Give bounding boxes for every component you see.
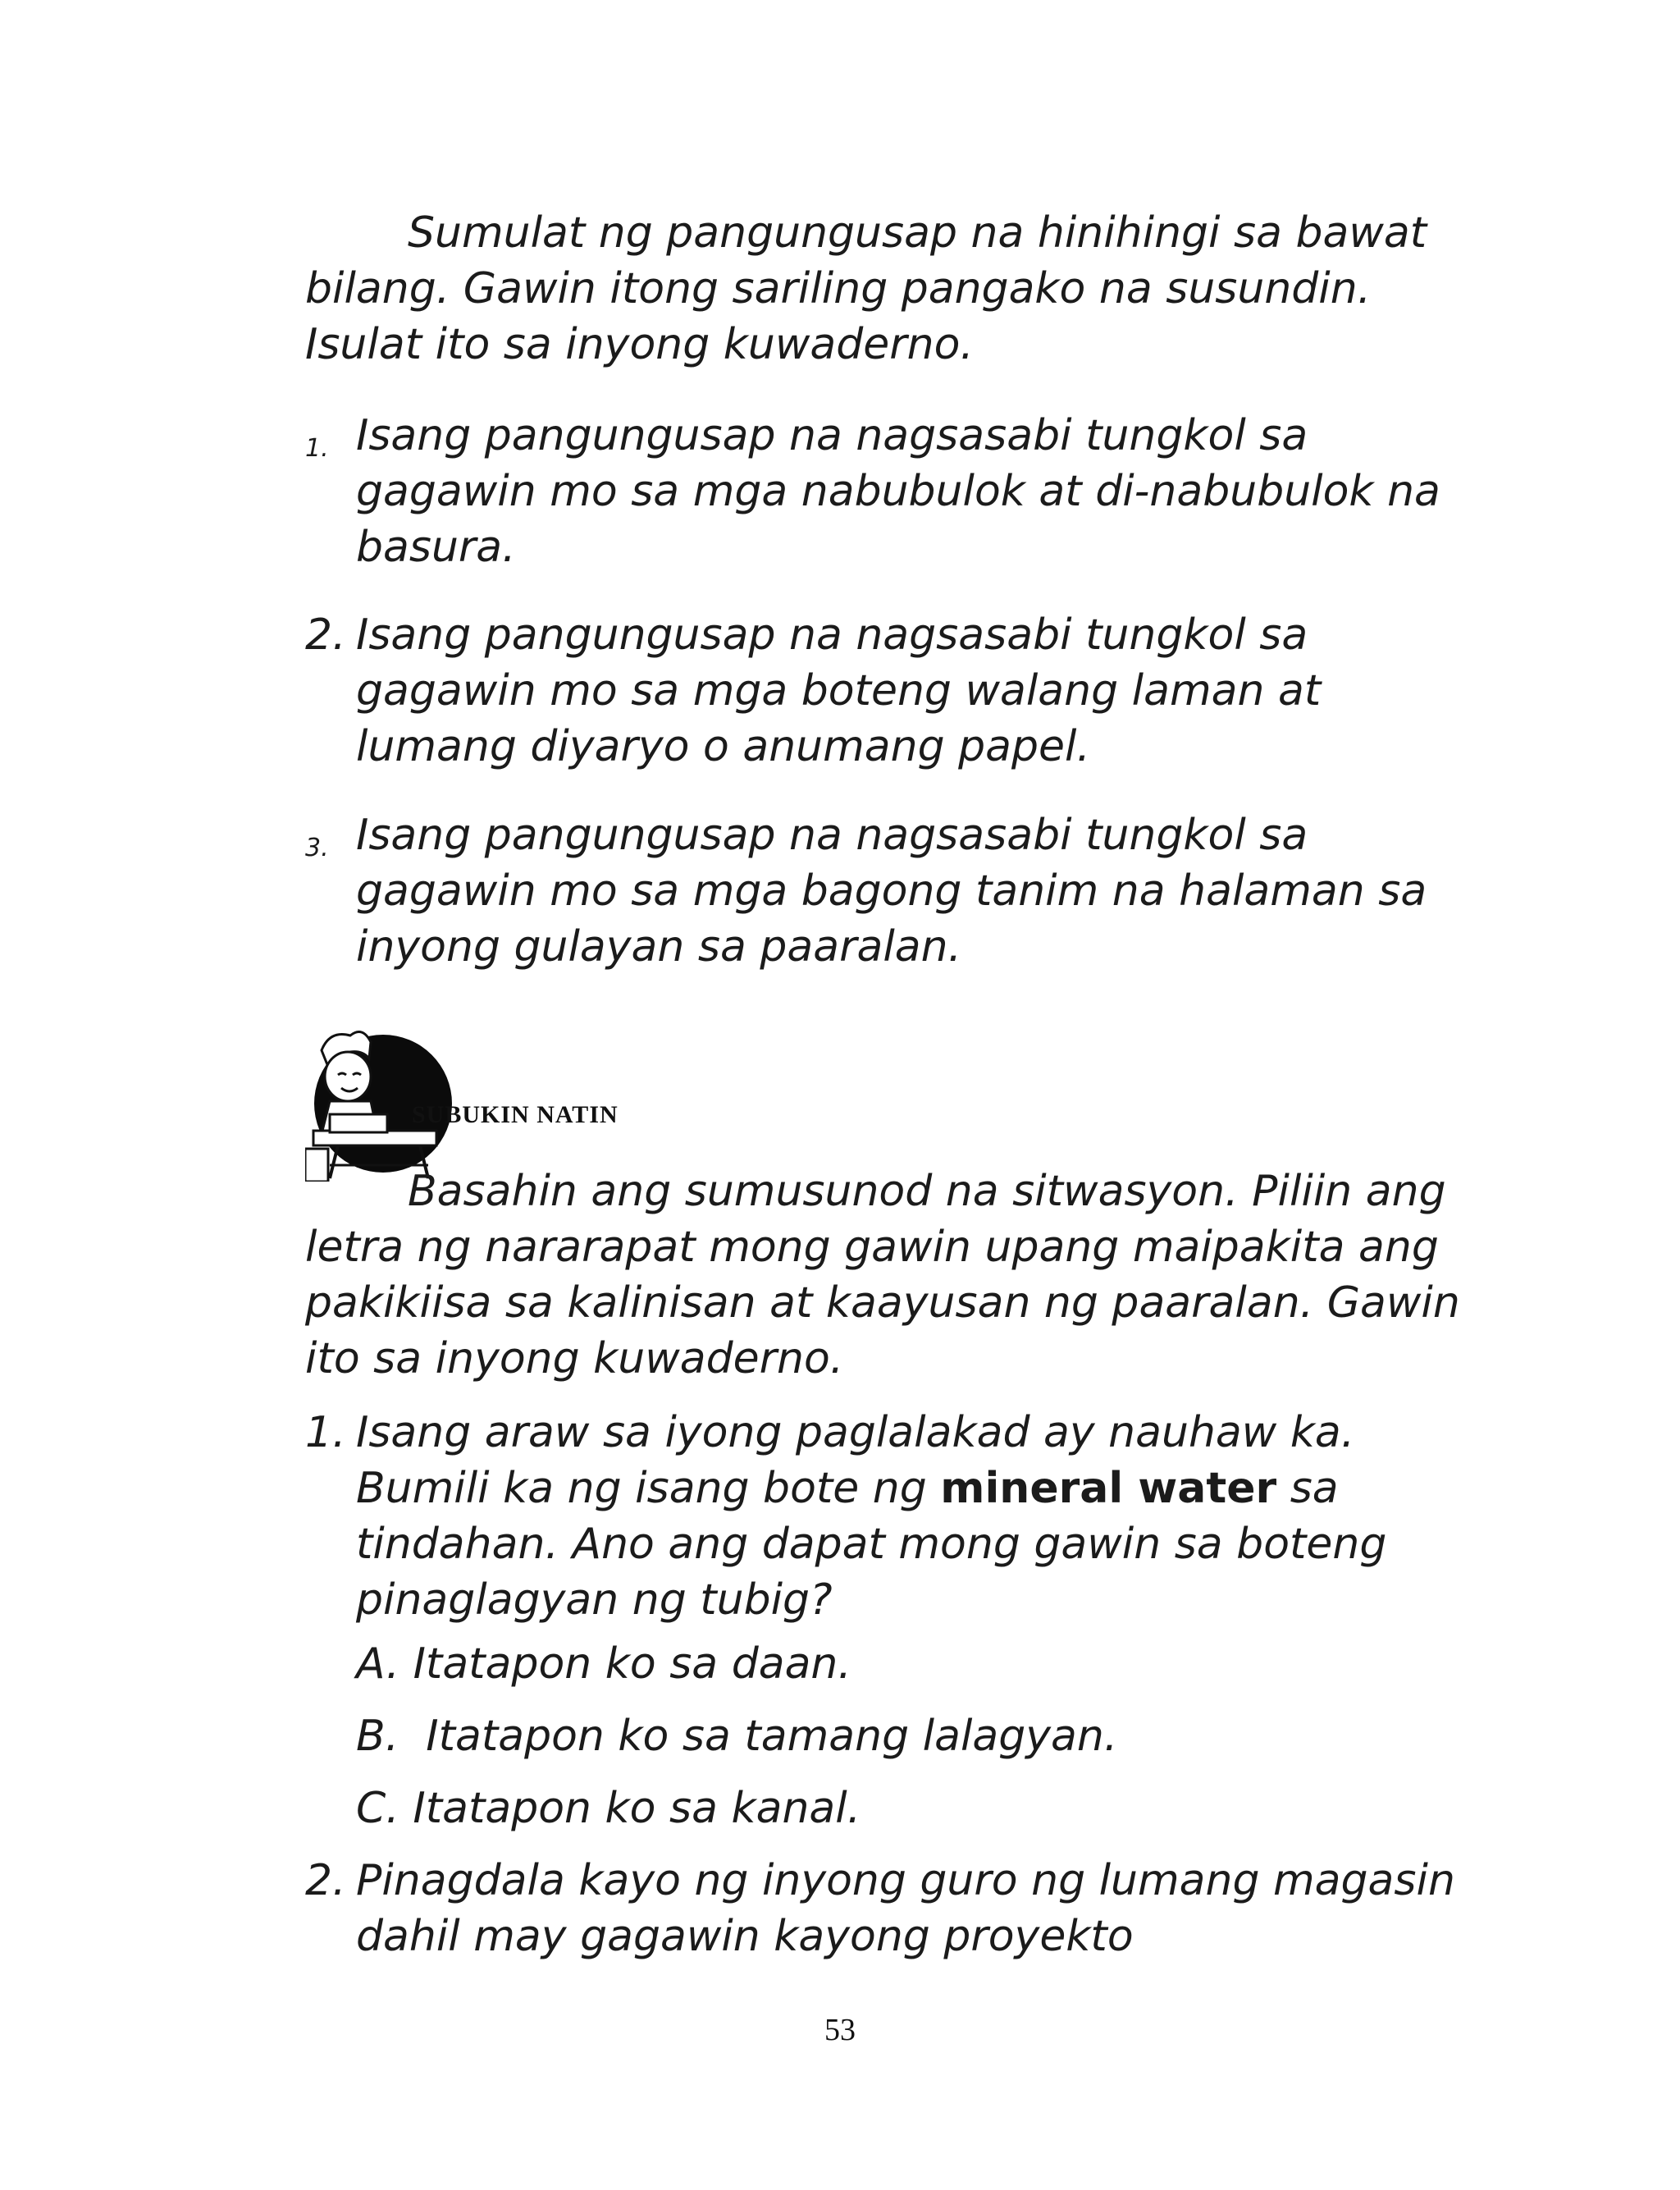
task-number: 3. [305,834,329,862]
page-number: 53 [824,2013,856,2047]
task-number: 1. [305,434,329,463]
choice-c: C. Itatapon ko sa kanal. [356,1784,861,1833]
task-text: Isang pangungusap na nagsasabi tungkol sa gagawin mo sa mga bagong tanim na halaman sa inyong gulayan sa paaralan. [356,811,1427,972]
section-title: SUBUKIN NATIN [412,1101,619,1128]
question-item-1 [305,1405,1470,1628]
emphasis-text: mineral water [940,1464,1277,1513]
task-item-3 [305,807,1470,975]
task-item-1 [305,408,1470,575]
task-item-2 [305,607,1470,775]
choice-a: A. Itatapon ko sa daan. [356,1639,851,1689]
instructions-paragraph: Basahin ang sumusunod na sitwasyon. Piliin ang letra ng nararapat mong gawin upang maipakita ang pakikiisa sa kalinisan at kaayusan ng paaralan. Gawin ito sa inyong kuwaderno. [305,1167,1460,1383]
section-banner [305,1026,666,1182]
question-item-2 [305,1853,1470,1964]
task-text: Isang pangungusap na nagsasabi tungkol sa gagawin mo sa mga nabubulok at di-nabubulok na basura. [356,411,1440,572]
task-text: Isang pangungusap na nagsasabi tungkol sa gagawin mo sa mga boteng walang laman at lumang diyaryo o anumang papel. [356,610,1322,771]
task-number: 2. [305,610,346,660]
question-text: Isang araw sa iyong paglalakad ay nauhaw ka. Bumili ka ng isang bote ng mineral water sa tindahan. Ano ang dapat mong gawin sa boteng pinaglagyan ng tubig? [356,1408,1387,1625]
question-number: 2. [305,1856,346,1905]
intro-paragraph: Sumulat ng pangungusap na hinihingi sa bawat bilang. Gawin itong sariling pangako na susundin. Isulat ito sa inyong kuwaderno. [305,208,1427,369]
question-text: Pinagdala kayo ng inyong guro ng lumang magasin dahil may gagawin kayong proyekto [356,1856,1455,1961]
question-number: 1. [305,1408,346,1457]
choice-b: B. Itatapon ko sa tamang lalagyan. [356,1712,1118,1761]
